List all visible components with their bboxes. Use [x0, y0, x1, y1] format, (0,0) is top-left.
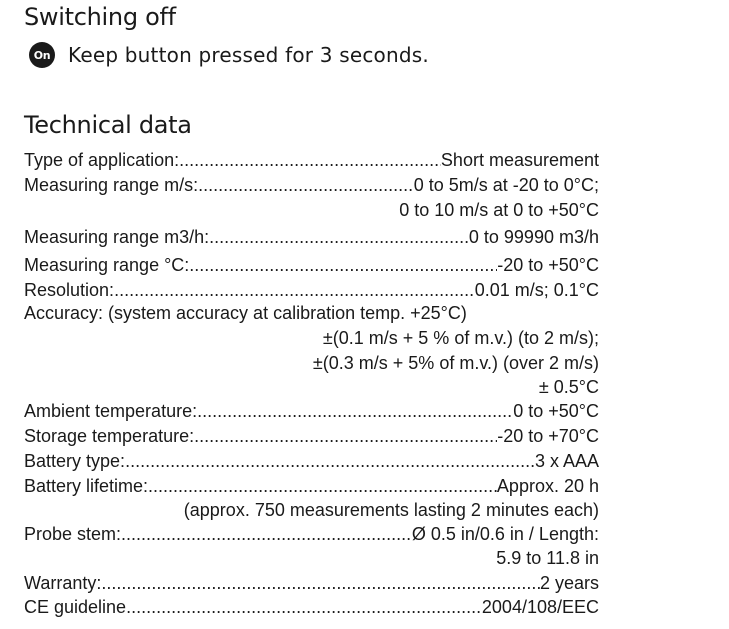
spec-label: Measuring range m/s: — [24, 175, 199, 195]
spec-row-ambient — [24, 399, 599, 423]
leader-dots — [179, 148, 441, 172]
leader-dots — [197, 399, 513, 423]
spec-row-battery-type — [24, 449, 599, 473]
switch-off-instruction — [29, 42, 429, 68]
spec-row-ce — [24, 595, 599, 619]
spec-value-continuation: (approx. 750 measurements lasting 2 minutes each) — [183, 500, 599, 520]
spec-label: Ambient temperature: — [24, 401, 198, 421]
spec-row-warranty — [24, 571, 599, 595]
spec-value: 0 to +50°C — [513, 401, 599, 421]
spec-label: Warranty: — [24, 573, 102, 593]
spec-value: 0 to 99990 m3/h — [468, 227, 599, 247]
spec-value: -20 to +70°C — [497, 426, 599, 446]
accuracy-line: ± 0.5°C — [538, 377, 599, 397]
spec-label: Measuring range °C: — [24, 255, 190, 275]
leader-dots — [148, 474, 497, 498]
leader-dots — [189, 253, 497, 277]
spec-label: Measuring range m3/h: — [24, 227, 210, 247]
spec-value: 2 years — [539, 573, 599, 593]
leader-dots — [125, 449, 535, 473]
switching-off-heading: Switching off — [24, 3, 176, 31]
accuracy-line: ±(0.3 m/s + 5% of m.v.) (over 2 m/s) — [312, 353, 599, 373]
spec-label-accuracy: Accuracy: (system accuracy at calibration temp. +25°C) — [24, 303, 467, 323]
spec-row-application — [24, 148, 599, 172]
spec-label: Battery lifetime: — [24, 476, 149, 496]
spec-label: Resolution: — [24, 280, 115, 300]
leader-dots — [101, 571, 540, 595]
spec-label: Storage temperature: — [24, 426, 195, 446]
spec-value: Short measurement — [440, 150, 599, 170]
spec-label: Probe stem: — [24, 524, 122, 544]
spec-value: 0 to 5m/s at -20 to 0°C; — [413, 175, 599, 195]
leader-dots — [209, 225, 469, 249]
spec-value: 0.01 m/s; 0.1°C — [474, 280, 599, 300]
spec-value-continuation: 0 to 10 m/s at 0 to +50°C — [399, 200, 599, 220]
spec-row-range-ms — [24, 173, 599, 197]
spec-row-probe-stem — [24, 522, 599, 546]
spec-label: Type of application: — [24, 150, 180, 170]
spec-value: 2004/108/EEC — [481, 597, 599, 617]
spec-label: Battery type: — [24, 451, 126, 471]
spec-value: 3 x AAA — [534, 451, 599, 471]
spec-row-range-m3h — [24, 225, 599, 249]
leader-dots — [198, 173, 414, 197]
switch-off-instruction-text: Keep button pressed for 3 seconds. — [68, 43, 429, 67]
spec-value: -20 to +50°C — [497, 255, 599, 275]
spec-row-battery-life — [24, 474, 599, 498]
leader-dots — [194, 424, 497, 448]
spec-value: Approx. 20 h — [496, 476, 599, 496]
accuracy-line: ±(0.1 m/s + 5 % of m.v.) (to 2 m/s); — [322, 328, 599, 348]
spec-row-storage — [24, 424, 599, 448]
on-button-icon: On — [29, 42, 55, 68]
leader-dots — [114, 278, 475, 302]
spec-row-range-c — [24, 253, 599, 277]
leader-dots — [121, 522, 412, 546]
spec-value-continuation: 5.9 to 11.8 in — [496, 548, 599, 568]
spec-label: CE guideline — [24, 597, 127, 617]
spec-value: Ø 0.5 in/0.6 in / Length: — [411, 524, 599, 544]
technical-data-heading: Technical data — [24, 111, 192, 139]
spec-row-resolution — [24, 278, 599, 302]
leader-dots — [126, 595, 482, 619]
